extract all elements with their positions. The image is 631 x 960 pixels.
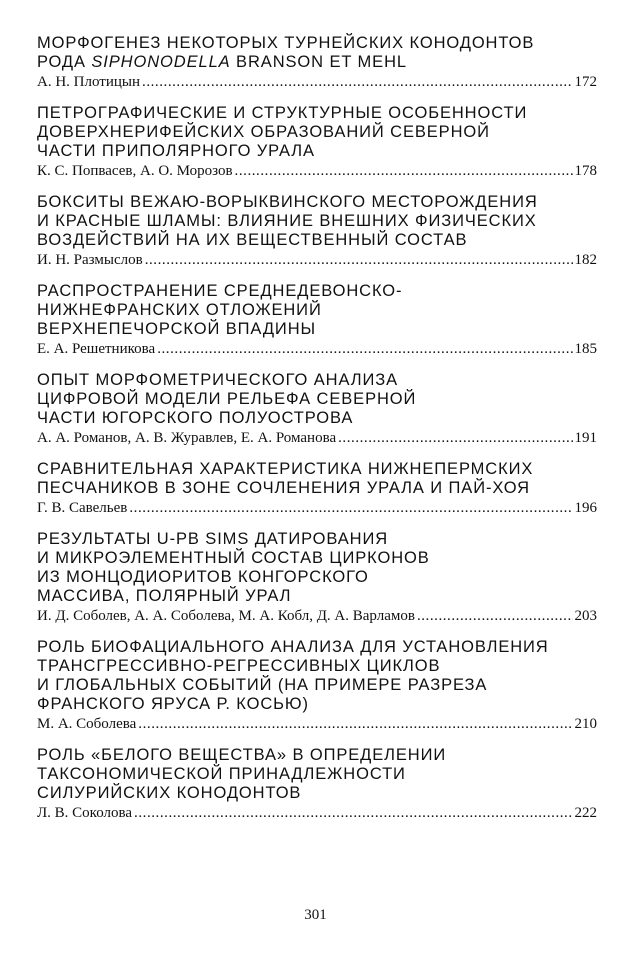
entry-page-number: 178 <box>574 163 597 179</box>
entry-title-line: ОПЫТ МОРФОМЕТРИЧЕСКОГО АНАЛИЗА <box>37 371 398 389</box>
entry-page-number: 191 <box>574 430 597 446</box>
entry-authors: И. Н. Размыслов <box>37 252 143 268</box>
entry-author-row <box>37 429 597 448</box>
entry-author-row <box>37 73 597 92</box>
toc-entries <box>37 104 597 823</box>
entry-authors: Е. А. Решетникова <box>37 341 156 357</box>
entry-author-row <box>37 251 597 270</box>
title-segment: РОДА <box>37 53 92 71</box>
entry-author-row <box>37 340 597 359</box>
entry-authors: М. А. Соболева <box>37 716 137 732</box>
toc-entry <box>37 460 597 518</box>
entry-authors: Л. В. Соколова <box>37 805 133 821</box>
entry-title-line: ТАКСОНОМИЧЕСКОЙ ПРИНАДЛЕЖНОСТИ <box>37 765 406 783</box>
entry-title-line: И КРАСНЫЕ ШЛАМЫ: ВЛИЯНИЕ ВНЕШНИХ ФИЗИЧЕСКИХ <box>37 212 537 230</box>
page-number: 301 <box>304 907 327 923</box>
title-segment: BRANSON ET MEHL <box>230 53 407 71</box>
dot-leader <box>134 804 572 823</box>
entry-author-row <box>37 804 597 823</box>
entry-author-row <box>37 499 597 518</box>
entry-title-line: И МИКРОЭЛЕМЕНТНЫЙ СОСТАВ ЦИРКОНОВ <box>37 549 430 567</box>
toc-entry <box>37 282 597 359</box>
entry-page-number: 172 <box>574 74 597 90</box>
entry-title-line: СРАВНИТЕЛЬНАЯ ХАРАКТЕРИСТИКА НИЖНЕПЕРМСКИХ <box>37 460 534 478</box>
entry-title-line: ЧАСТИ ПРИПОЛЯРНОГО УРАЛА <box>37 142 315 160</box>
entry-page-number: 222 <box>574 805 597 821</box>
entry-title-line: СИЛУРИЙСКИХ КОНОДОНТОВ <box>37 784 302 802</box>
entry-title-line: БОКСИТЫ ВЕЖАЮ-ВОРЫКВИНСКОГО МЕСТОРОЖДЕНИЯ <box>37 193 538 211</box>
genus-name: SIPHONODELLA <box>91 53 231 71</box>
entry-authors: А. Н. Плотицын <box>37 74 141 90</box>
entry-title-line: ПЕТРОГРАФИЧЕСКИЕ И СТРУКТУРНЫЕ ОСОБЕННОСТИ <box>37 104 528 122</box>
entry-title-line: ПЕСЧАНИКОВ В ЗОНЕ СОЧЛЕНЕНИЯ УРАЛА И ПАЙ-ХОЯ <box>37 479 530 497</box>
toc-entry <box>37 34 597 92</box>
entry-title-line: ВЕРХНЕПЕЧОРСКОЙ ВПАДИНЫ <box>37 320 317 338</box>
dot-leader <box>138 715 572 734</box>
table-of-contents <box>37 34 597 835</box>
toc-entry <box>37 371 597 448</box>
entry-title-line: МОРФОГЕНЕЗ НЕКОТОРЫХ ТУРНЕЙСКИХ КОНОДОНТОВ <box>37 34 535 52</box>
entry-authors: К. С. Попвасев, А. О. Морозов <box>37 163 233 179</box>
dot-leader <box>142 73 572 92</box>
dot-leader <box>145 251 573 270</box>
entry-page-number: 203 <box>574 608 597 624</box>
entry-title-line: ЧАСТИ ЮГОРСКОГО ПОЛУОСТРОВА <box>37 409 354 427</box>
entry-title-line: РОЛЬ БИОФАЦИАЛЬНОГО АНАЛИЗА ДЛЯ УСТАНОВЛЕНИЯ <box>37 638 549 656</box>
entry-page-number: 185 <box>574 341 597 357</box>
dot-leader <box>129 499 572 518</box>
entry-title-line: ДОВЕРХНЕРИФЕЙСКИХ ОБРАЗОВАНИЙ СЕВЕРНОЙ <box>37 123 490 141</box>
entry-author-row <box>37 607 597 626</box>
dot-leader <box>417 607 573 626</box>
entry-title-line: ФРАНСКОГО ЯРУСА Р. КОСЬЮ) <box>37 695 309 713</box>
toc-entry <box>37 193 597 270</box>
toc-entry <box>37 638 597 734</box>
entry-title-line: ТРАНСГРЕССИВНО-РЕГРЕССИВНЫХ ЦИКЛОВ <box>37 657 441 675</box>
entry-title-line: И ГЛОБАЛЬНЫХ СОБЫТИЙ (НА ПРИМЕРЕ РАЗРЕЗА <box>37 676 488 694</box>
entry-title-line <box>37 53 597 72</box>
entry-title-line: ВОЗДЕЙСТВИЙ НА ИХ ВЕЩЕСТВЕННЫЙ СОСТАВ <box>37 231 468 249</box>
toc-entry <box>37 746 597 823</box>
entry-page-number: 182 <box>574 252 597 268</box>
toc-entry <box>37 530 597 626</box>
entry-title-line: НИЖНЕФРАНСКИХ ОТЛОЖЕНИЙ <box>37 301 322 319</box>
toc-entry <box>37 104 597 181</box>
entry-author-row <box>37 162 597 181</box>
entry-page-number: 196 <box>574 500 597 516</box>
dot-leader <box>338 429 572 448</box>
entry-title-line: ИЗ МОНЦОДИОРИТОВ КОНГОРСКОГО <box>37 568 369 586</box>
entry-title-line: РОЛЬ «БЕЛОГО ВЕЩЕСТВА» В ОПРЕДЕЛЕНИИ <box>37 746 447 764</box>
entry-title-line: РЕЗУЛЬТАТЫ U-PB SIMS ДАТИРОВАНИЯ <box>37 530 389 548</box>
dot-leader <box>235 162 573 181</box>
entry-title-line: МАССИВА, ПОЛЯРНЫЙ УРАЛ <box>37 587 292 605</box>
entry-authors: Г. В. Савельев <box>37 500 128 516</box>
entry-title-line: РАСПРОСТРАНЕНИЕ СРЕДНЕДЕВОНСКО- <box>37 282 403 300</box>
entry-title-line: ЦИФРОВОЙ МОДЕЛИ РЕЛЬЕФА СЕВЕРНОЙ <box>37 390 417 408</box>
dot-leader <box>157 340 572 359</box>
entry-page-number: 210 <box>574 716 597 732</box>
entry-authors: И. Д. Соболев, А. А. Соболева, М. А. Кобл, Д. А. Варламов <box>37 608 415 624</box>
entry-authors: А. А. Романов, А. В. Журавлев, Е. А. Романова <box>37 430 337 446</box>
entry-author-row <box>37 715 597 734</box>
